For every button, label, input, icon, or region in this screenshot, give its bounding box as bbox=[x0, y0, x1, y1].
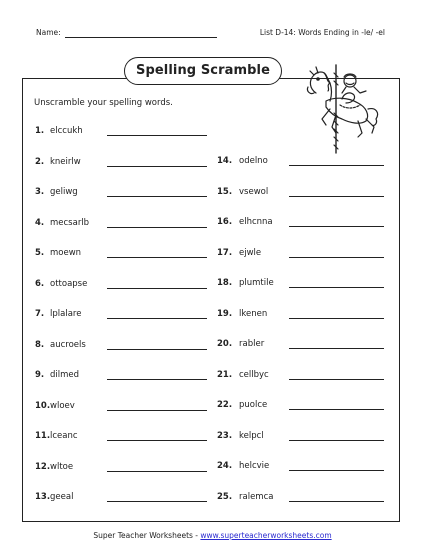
answer-line[interactable] bbox=[107, 227, 207, 228]
scramble-item bbox=[35, 401, 75, 413]
scrambled-word: mecsarlb bbox=[50, 217, 90, 228]
scrambled-word: lplalare bbox=[50, 309, 82, 319]
carousel-horse-illustration bbox=[296, 63, 382, 155]
item-number: 9. bbox=[35, 370, 45, 380]
scrambled-word: rabler bbox=[239, 339, 265, 349]
scrambled-word: dilmed bbox=[50, 370, 80, 380]
scramble-item bbox=[35, 187, 78, 199]
scramble-item bbox=[217, 217, 273, 229]
item-number: 19. bbox=[217, 308, 233, 319]
item-number: 21. bbox=[217, 369, 233, 380]
scrambled-word: ejwle bbox=[239, 247, 262, 258]
answer-line[interactable] bbox=[107, 440, 207, 441]
item-number: 17. bbox=[217, 247, 233, 258]
item-number: 10. bbox=[35, 400, 51, 411]
scrambled-word: vsewol bbox=[239, 186, 269, 197]
answer-line[interactable] bbox=[107, 410, 207, 411]
scramble-item bbox=[217, 400, 267, 412]
scrambled-word: lkenen bbox=[239, 308, 268, 319]
answer-line[interactable] bbox=[289, 348, 384, 349]
scramble-item bbox=[35, 431, 78, 443]
scrambled-word: helcvie bbox=[239, 461, 270, 471]
worksheet-header bbox=[36, 28, 385, 42]
list-label: List D-14: Words Ending in -le/ -el bbox=[259, 28, 385, 37]
footer-prefix: Super Teacher Worksheets - bbox=[93, 531, 201, 540]
answer-line[interactable] bbox=[107, 318, 207, 319]
answer-line[interactable] bbox=[289, 165, 384, 166]
scrambled-word: ralemca bbox=[239, 491, 274, 502]
scramble-item bbox=[35, 157, 81, 169]
scramble-item bbox=[217, 248, 261, 260]
scrambled-word: cellbyc bbox=[239, 369, 269, 380]
item-number: 12. bbox=[35, 461, 51, 472]
scrambled-word: geeal bbox=[50, 492, 74, 502]
scrambled-word: elhcnna bbox=[239, 217, 273, 227]
answer-line[interactable] bbox=[289, 287, 384, 288]
scramble-item bbox=[217, 461, 269, 473]
scrambled-word: puolce bbox=[239, 400, 268, 410]
scrambled-word: aucroels bbox=[50, 339, 86, 350]
scramble-item bbox=[217, 370, 269, 382]
scrambled-word: kneirlw bbox=[50, 156, 81, 167]
scramble-item bbox=[35, 370, 79, 382]
answer-line[interactable] bbox=[289, 318, 384, 319]
instructions-text: Unscramble your spelling words. bbox=[34, 98, 173, 108]
scrambled-word: lceanc bbox=[50, 431, 78, 441]
scrambled-word: geliwg bbox=[50, 187, 78, 197]
scramble-item bbox=[35, 492, 73, 504]
item-number: 2. bbox=[35, 156, 45, 167]
scramble-item bbox=[217, 156, 268, 168]
item-number: 25. bbox=[217, 491, 233, 502]
scramble-item bbox=[217, 278, 274, 290]
scramble-item bbox=[217, 492, 273, 504]
item-number: 15. bbox=[217, 186, 233, 197]
answer-line[interactable] bbox=[107, 288, 207, 289]
scramble-item bbox=[35, 309, 81, 321]
scramble-item bbox=[35, 248, 81, 260]
scramble-item bbox=[35, 340, 86, 352]
scramble-item bbox=[35, 279, 87, 291]
name-answer-line bbox=[65, 37, 217, 38]
item-number: 5. bbox=[35, 248, 45, 258]
scrambled-word: moewn bbox=[50, 248, 82, 258]
name-label: Name: bbox=[36, 28, 61, 37]
item-number: 13. bbox=[35, 492, 51, 502]
answer-line[interactable] bbox=[289, 379, 384, 380]
answer-line[interactable] bbox=[289, 196, 384, 197]
item-number: 8. bbox=[35, 339, 45, 350]
answer-line[interactable] bbox=[289, 226, 384, 227]
scrambled-word: wloev bbox=[50, 400, 75, 411]
answer-line[interactable] bbox=[107, 135, 207, 136]
answer-line[interactable] bbox=[107, 349, 207, 350]
answer-line[interactable] bbox=[107, 471, 207, 472]
answer-line[interactable] bbox=[107, 166, 207, 167]
scramble-item bbox=[35, 218, 89, 230]
item-number: 6. bbox=[35, 278, 45, 289]
scrambled-word: odelno bbox=[239, 156, 268, 166]
answer-line[interactable] bbox=[107, 379, 207, 380]
item-number: 24. bbox=[217, 461, 233, 471]
answer-line[interactable] bbox=[289, 440, 384, 441]
scramble-item bbox=[35, 126, 83, 138]
item-number: 4. bbox=[35, 217, 45, 228]
worksheet-footer bbox=[0, 531, 425, 540]
item-number: 14. bbox=[217, 156, 233, 166]
item-number: 22. bbox=[217, 400, 233, 410]
scramble-item bbox=[35, 462, 73, 474]
item-number: 16. bbox=[217, 217, 233, 227]
scramble-item bbox=[217, 431, 264, 443]
scramble-item bbox=[217, 309, 267, 321]
scramble-item bbox=[217, 187, 268, 199]
scrambled-word: elccukh bbox=[50, 126, 83, 136]
item-number: 18. bbox=[217, 278, 233, 288]
item-number: 3. bbox=[35, 187, 45, 197]
item-number: 7. bbox=[35, 309, 45, 319]
answer-line[interactable] bbox=[289, 409, 384, 410]
scrambled-word: wltoe bbox=[50, 461, 74, 472]
answer-line[interactable] bbox=[289, 257, 384, 258]
answer-line[interactable] bbox=[289, 470, 384, 471]
item-number: 20. bbox=[217, 339, 233, 349]
scramble-item bbox=[217, 339, 264, 351]
worksheet-title: Spelling Scramble bbox=[124, 57, 282, 85]
item-number: 11. bbox=[35, 431, 51, 441]
answer-line[interactable] bbox=[107, 196, 207, 197]
answer-line[interactable] bbox=[107, 501, 207, 502]
scrambled-word: kelpcl bbox=[239, 430, 264, 441]
scrambled-word: plumtile bbox=[239, 278, 274, 288]
item-number: 23. bbox=[217, 430, 233, 441]
scrambled-word: ottoapse bbox=[50, 278, 88, 289]
answer-line[interactable] bbox=[107, 257, 207, 258]
answer-line[interactable] bbox=[289, 501, 384, 502]
item-number: 1. bbox=[35, 126, 45, 136]
footer-link[interactable]: www.superteacherworksheets.com bbox=[200, 531, 332, 540]
